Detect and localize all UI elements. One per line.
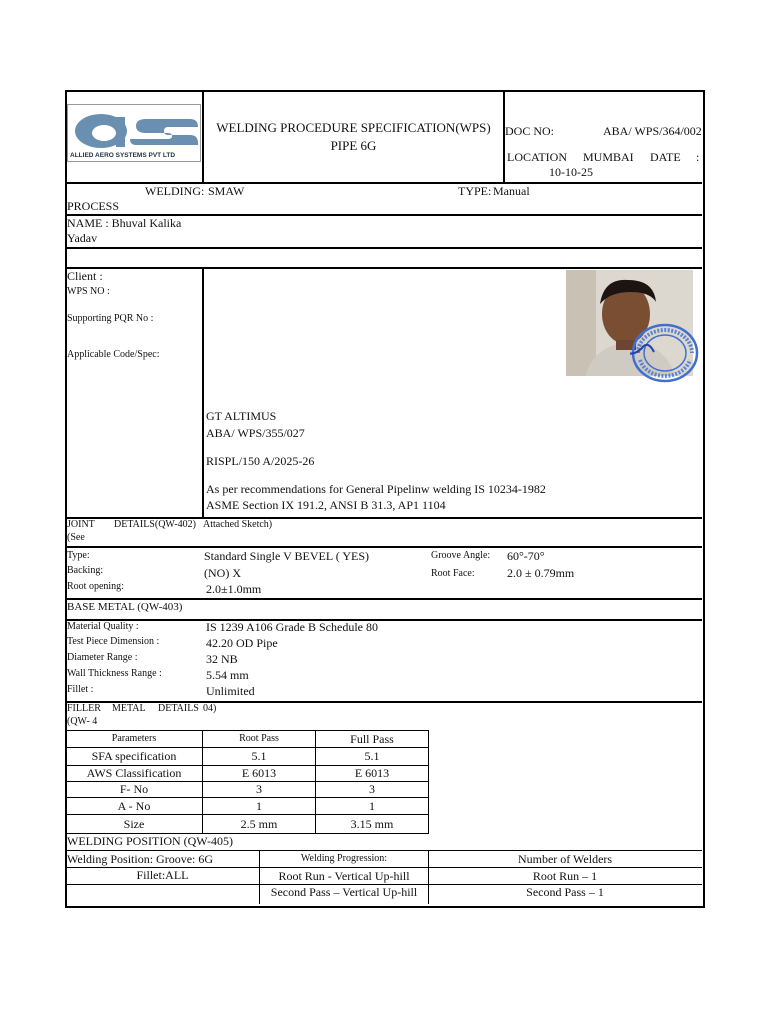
progression-second: Second Pass – Vertical Up-hill	[270, 885, 418, 899]
backing-value: (NO) X	[204, 566, 241, 580]
backing-label: Backing:	[67, 565, 104, 576]
date-value: 10-10-25	[549, 165, 593, 179]
table-cell: 1	[256, 799, 262, 813]
base-metal-label: Fillet :	[67, 684, 94, 695]
location-value: MUMBAI	[583, 150, 634, 164]
joint-heading-2: DETAILS(QW-402)	[114, 519, 196, 530]
type-value: Manual	[493, 184, 530, 198]
table-cell: AWS Classification	[86, 766, 182, 780]
groove-position: Welding Position: Groove: 6G	[67, 852, 214, 866]
table-cell: E 6013	[241, 766, 277, 780]
table-cell: A - No	[117, 799, 151, 813]
document-title	[204, 119, 503, 155]
filler-heading-4: 04)	[203, 703, 217, 714]
table-cell: E 6013	[354, 766, 390, 780]
welders-second: Second Pass – 1	[526, 885, 604, 899]
title-line-2: PIPE 6G	[330, 138, 377, 153]
process-label: PROCESS	[67, 199, 120, 213]
table-cell: 3	[369, 782, 375, 796]
wps-no-label: WPS NO :	[67, 286, 110, 297]
title-line-1: WELDING PROCEDURE SPECIFICATION(WPS)	[216, 120, 491, 135]
joint-heading-3: Attached Sketch)	[203, 519, 273, 530]
code-value-1: As per recommendations for General Pipelinw welding IS 10234-1982	[206, 482, 546, 496]
date-label: DATE	[650, 150, 681, 164]
joint-type-value: Standard Single V BEVEL ( YES)	[204, 549, 369, 563]
divider	[65, 546, 702, 548]
base-metal-value: IS 1239 A106 Grade B Schedule 80	[206, 620, 378, 634]
filler-heading-5: (QW- 4	[67, 716, 98, 727]
base-metal-heading: BASE METAL (QW-403)	[67, 601, 183, 613]
logo-text: ALLIED AERO SYSTEMS PVT LTD	[70, 152, 176, 159]
table-cell: 3	[256, 782, 262, 796]
divider	[65, 850, 702, 851]
type-label: TYPE:	[458, 184, 492, 198]
table-line	[65, 747, 429, 748]
divider	[65, 267, 702, 269]
welders-root: Root Run – 1	[532, 869, 598, 883]
wps-no-value: ABA/ WPS/355/027	[206, 426, 305, 440]
client-label: Client :	[67, 269, 103, 283]
table-cell: F- No	[119, 782, 149, 796]
root-face-label: Root Face:	[431, 568, 475, 579]
code-label: Applicable Code/Spec:	[67, 349, 160, 360]
divider	[65, 619, 702, 621]
base-metal-label: Wall Thickness Range :	[67, 668, 162, 679]
welding-value: SMAW	[208, 184, 245, 198]
pqr-label: Supporting PQR No :	[67, 313, 154, 324]
pqr-value: RISPL/150 A/2025-26	[206, 454, 315, 468]
root-opening-value: 2.0±1.0mm	[206, 582, 262, 596]
joint-type-label: Type:	[67, 550, 90, 561]
base-metal-label: Test Piece Dimension :	[67, 636, 160, 647]
table-line	[428, 730, 429, 833]
table-header: Root Pass	[239, 733, 279, 744]
groove-angle-label: Groove Angle:	[431, 550, 491, 561]
welding-position-heading: WELDING POSITION (QW-405)	[67, 834, 233, 848]
welding-label: WELDING:	[145, 184, 205, 198]
progression-root: Root Run - Vertical Up-hill	[278, 869, 410, 883]
table-line	[65, 730, 429, 731]
location-label: LOCATION	[507, 150, 567, 164]
divider	[202, 267, 204, 517]
name-line-2: Yadav	[67, 231, 98, 245]
company-logo	[67, 104, 201, 162]
code-value-2: ASME Section IX 191.2, ANSI B 31.3, AP1 1104	[206, 498, 446, 512]
divider	[65, 247, 702, 249]
filler-heading-2: METAL	[112, 703, 146, 714]
table-header: Parameters	[111, 733, 157, 744]
table-cell: 2.5 mm	[240, 817, 278, 831]
date-colon: :	[696, 150, 700, 164]
table-line	[65, 814, 429, 815]
table-cell: Size	[123, 817, 145, 831]
doc-no-label: DOC NO:	[505, 124, 555, 138]
divider	[65, 598, 702, 600]
table-cell: 5.1	[251, 749, 267, 763]
table-cell: 5.1	[364, 749, 380, 763]
name-line-1: NAME : Bhuval Kalika	[67, 216, 182, 230]
root-opening-label: Root opening:	[67, 581, 124, 592]
joint-heading-1: JOINT	[67, 519, 95, 530]
groove-angle-value: 60°-70°	[507, 549, 545, 563]
table-line	[65, 797, 429, 798]
progression-label: Welding Progression:	[300, 853, 388, 864]
table-cell: 1	[369, 799, 375, 813]
base-metal-value: 42.20 OD Pipe	[206, 636, 278, 650]
client-value: GT ALTIMUS	[206, 409, 277, 423]
table-header: Full Pass	[350, 732, 394, 746]
table-cell: SFA specification	[91, 749, 177, 763]
base-metal-label: Diameter Range :	[67, 652, 138, 663]
company-stamp	[630, 322, 700, 384]
base-metal-label: Material Quality :	[67, 621, 139, 632]
root-face-value: 2.0 ± 0.79mm	[507, 566, 575, 580]
base-metal-value: 32 NB	[206, 652, 238, 666]
welders-label: Number of Welders	[517, 852, 613, 866]
filler-heading-3: DETAILS	[158, 703, 199, 714]
doc-no-value: ABA/ WPS/364/002	[603, 124, 702, 138]
base-metal-value: 5.54 mm	[206, 668, 249, 682]
fillet-position: Fillet:ALL	[136, 868, 189, 882]
joint-heading-4: (See	[67, 532, 85, 543]
table-cell: 3.15 mm	[350, 817, 394, 831]
filler-heading-1: FILLER	[67, 703, 101, 714]
base-metal-value: Unlimited	[206, 684, 255, 698]
